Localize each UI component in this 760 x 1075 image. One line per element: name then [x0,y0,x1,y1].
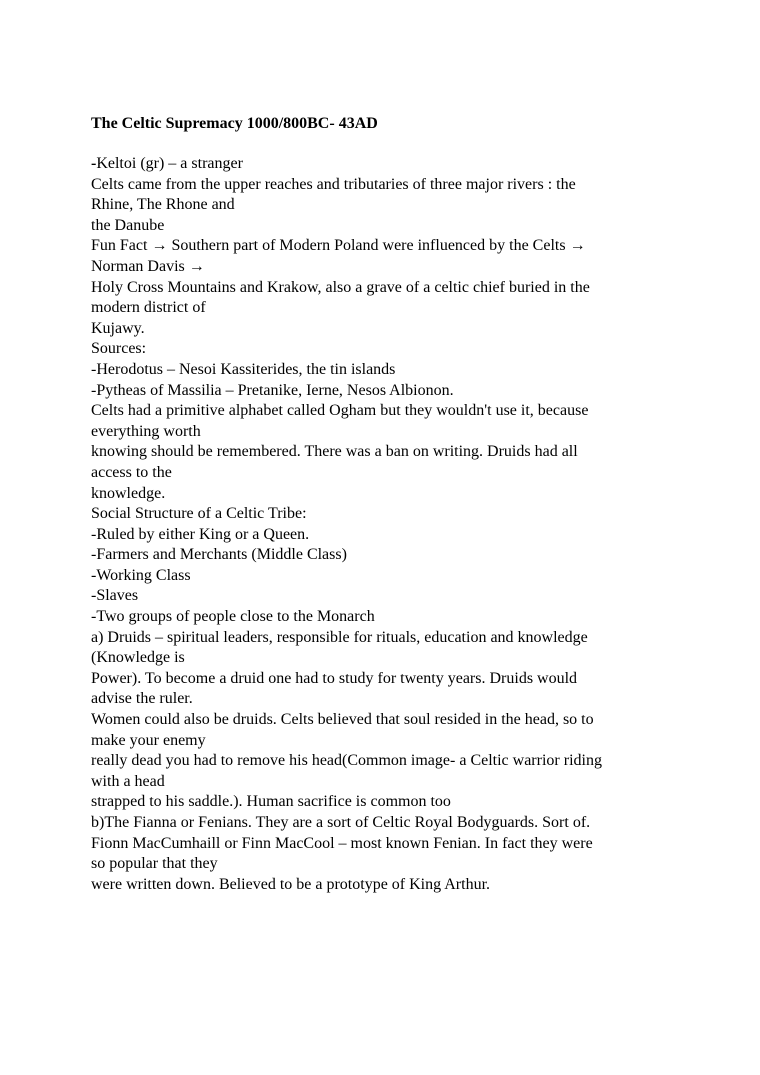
document-body [91,114,691,895]
text-line: -Farmers and Merchants (Middle Class) [91,546,347,564]
bold-dash-marker: - [91,155,97,172]
text-line-keltoi [91,154,691,175]
text-line: -Herodotus – Nesoi Kassiterides, the tin islands [91,360,396,378]
text-line: Celts came from the upper reaches and tributaries of three major rivers : the [91,175,576,193]
text-line: -Two groups of people close to the Monarch [91,608,375,626]
text-line: Power). To become a druid one had to study for twenty years. Druids would [91,669,578,687]
text-line: Norman Davis → [91,257,205,275]
text-line: -Ruled by either King or a Queen. [91,525,310,543]
text-line: access to the [91,463,172,481]
text-line: strapped to his saddle.). Human sacrifice is common too [91,793,451,811]
text-line: the Danube [91,216,165,234]
text-line: -Working Class [91,566,191,584]
text-line: a) Druids – spiritual leaders, responsible for rituals, education and knowledge [91,628,588,646]
text-line: so popular that they [91,855,218,873]
text-lines [91,175,691,896]
text-line: everything worth [91,422,201,440]
text-line: knowledge. [91,484,166,502]
text-line: with a head [91,772,165,790]
text-line: b)The Fianna or Fenians. They are a sort of Celtic Royal Bodyguards. Sort of. [91,814,591,831]
keltoi-definition: Keltoi (gr) – a stranger [96,155,243,172]
spacer [91,134,691,154]
text-line: Celts had a primitive alphabet called Ogham but they wouldn't use it, because [91,402,589,420]
text-line: Kujawy. [91,319,145,337]
text-line: Rhine, The Rhone and [91,196,235,214]
text-line: Women could also be druids. Celts believed that soul resided in the head, so to [91,711,594,729]
text-line: (Knowledge is [91,649,185,667]
text-line: Sources: [91,340,147,358]
text-line: Fun Fact → Southern part of Modern Poland were influenced by the Celts → [91,237,586,255]
text-line: Fionn MacCumhaill or Finn MacCool – most known Fenian. In fact they were [91,834,593,852]
text-line: were written down. Believed to be a prototype of King Arthur. [91,875,491,893]
text-line: -Pytheas of Massilia – Pretanike, Ierne, Nesos Albionon. [91,381,454,399]
text-line: make your enemy [91,731,206,749]
document-title: The Celtic Supremacy 1000/800BC- 43AD [91,115,378,132]
text-line: -Slaves [91,587,139,605]
text-line: modern district of [91,299,206,317]
text-line: advise the ruler. [91,690,193,708]
text-line: really dead you had to remove his head(Common image- a Celtic warrior riding [91,752,602,770]
text-line: Holy Cross Mountains and Krakow, also a grave of a celtic chief buried in the [91,278,590,296]
text-line: knowing should be remembered. There was a ban on writing. Druids had all [91,443,578,461]
text-line: Social Structure of a Celtic Tribe: [91,505,307,523]
